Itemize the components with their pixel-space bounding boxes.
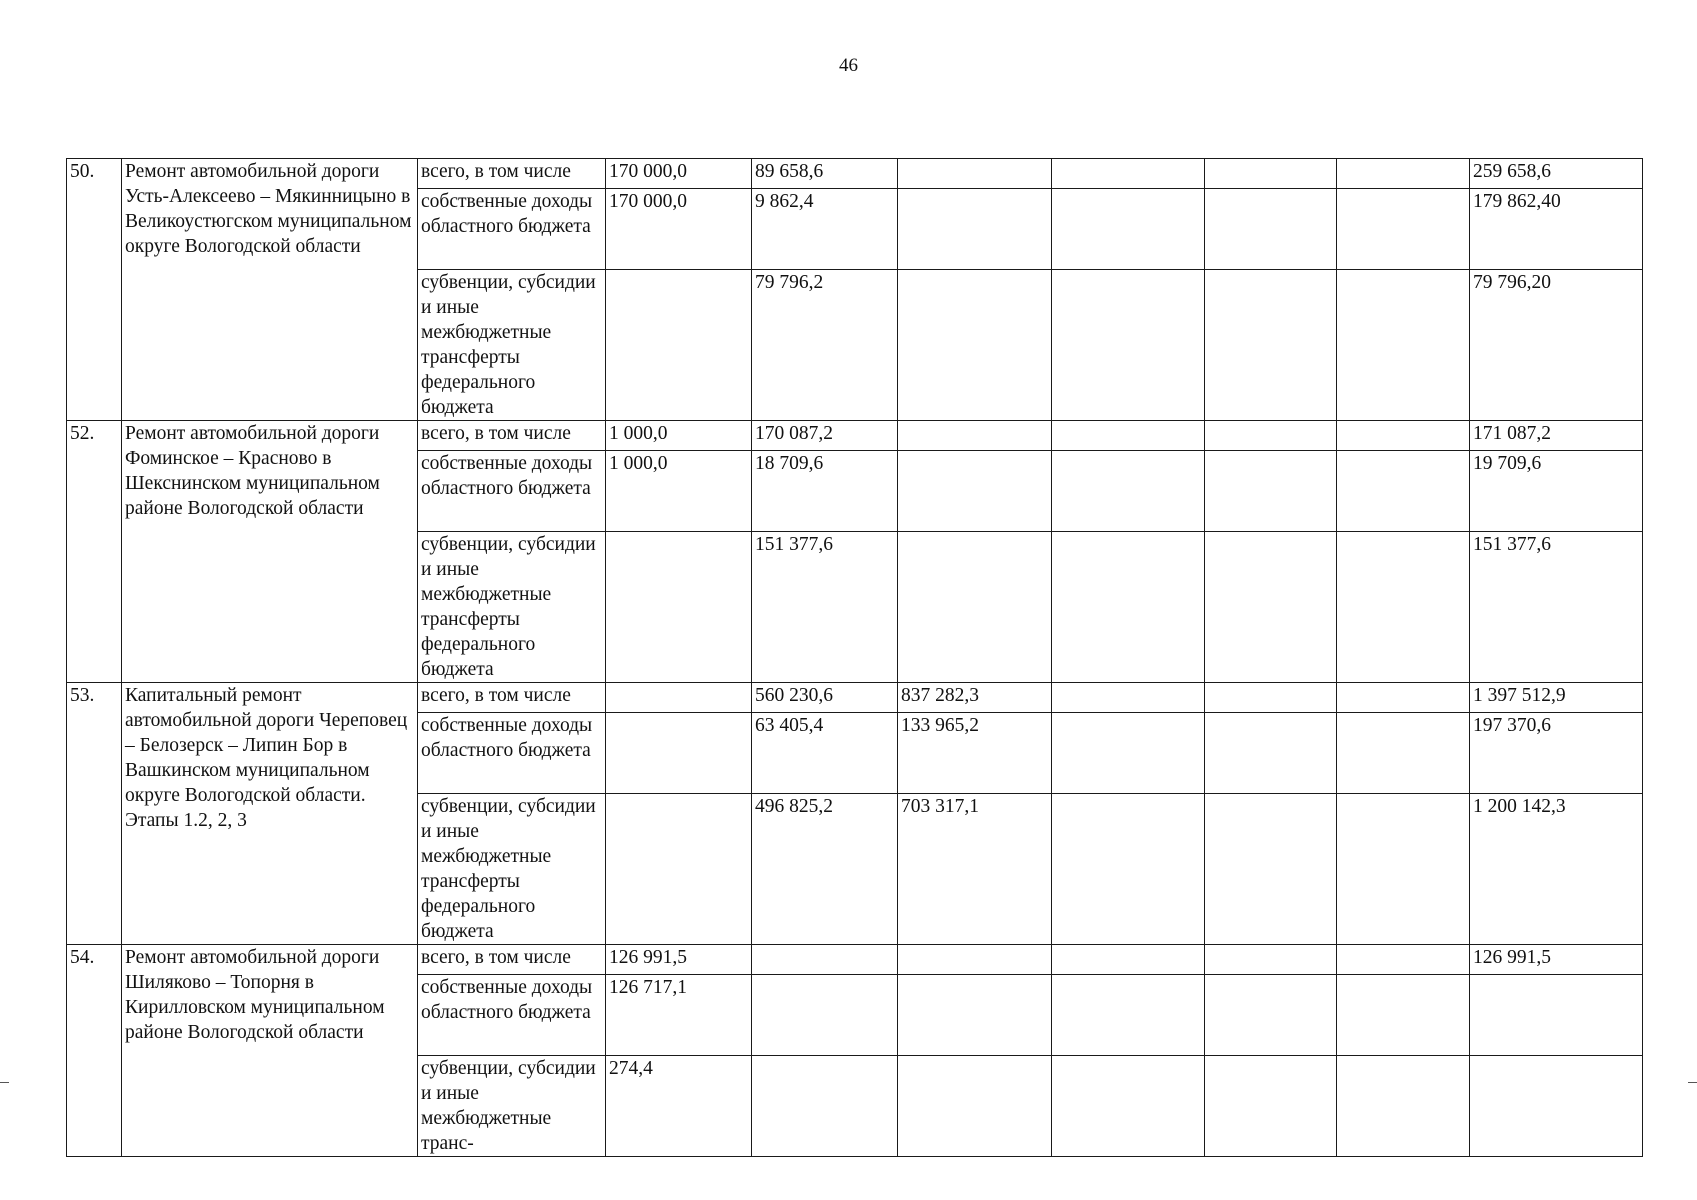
value-cell [1337,794,1470,945]
item-number: 53. [67,683,122,945]
value-cell: 18 709,6 [752,451,898,532]
value-cell: 837 282,3 [898,683,1052,713]
value-cell [1205,683,1337,713]
value-cell [898,532,1052,683]
value-cell [898,421,1052,451]
total-cell: 179 862,40 [1470,189,1643,270]
budget-table [66,158,1643,1157]
value-cell [1337,713,1470,794]
total-cell: 171 087,2 [1470,421,1643,451]
total-cell [1470,1056,1643,1157]
value-cell [752,1056,898,1157]
funding-source: всего, в том числе [418,945,606,975]
value-cell [1205,421,1337,451]
value-cell [1337,159,1470,189]
value-cell: 89 658,6 [752,159,898,189]
value-cell: 133 965,2 [898,713,1052,794]
total-cell: 1 200 142,3 [1470,794,1643,945]
value-cell [1337,451,1470,532]
table-body [67,159,1643,1157]
value-cell [898,1056,1052,1157]
item-name: Ремонт автомобильной дороги Фоминское – Красново в Шекснинском муниципальном районе Вологодской области [122,421,418,683]
value-cell: 79 796,2 [752,270,898,421]
value-cell [1052,159,1205,189]
value-cell [1205,270,1337,421]
value-cell [898,189,1052,270]
value-cell [1337,683,1470,713]
value-cell [1052,975,1205,1056]
value-cell: 126 991,5 [606,945,752,975]
funding-source: всего, в том числе [418,683,606,713]
value-cell [898,451,1052,532]
value-cell [898,945,1052,975]
value-cell [1052,451,1205,532]
value-cell [1052,189,1205,270]
value-cell: 126 717,1 [606,975,752,1056]
value-cell: 496 825,2 [752,794,898,945]
value-cell [898,270,1052,421]
value-cell [606,532,752,683]
total-cell [1470,975,1643,1056]
value-cell [1205,794,1337,945]
funding-source: собственные доходы областного бюджета [418,189,606,270]
value-cell: 560 230,6 [752,683,898,713]
total-cell: 259 658,6 [1470,159,1643,189]
value-cell [606,683,752,713]
item-number: 50. [67,159,122,421]
value-cell: 1 000,0 [606,451,752,532]
value-cell [1337,421,1470,451]
value-cell: 1 000,0 [606,421,752,451]
value-cell [1205,945,1337,975]
page-number: 46 [839,55,858,76]
funding-source: субвенции, субсидии и иные межбюджетные трансферты федерального бюджета [418,270,606,421]
funding-source: субвенции, субсидии и иные межбюджетные трансферты федерального бюджета [418,794,606,945]
funding-source: субвенции, субсидии и иные межбюджетные трансферты федерального бюджета [418,532,606,683]
value-cell: 9 862,4 [752,189,898,270]
value-cell: 170 087,2 [752,421,898,451]
funding-source: собственные доходы областного бюджета [418,975,606,1056]
value-cell: 170 000,0 [606,189,752,270]
total-cell: 197 370,6 [1470,713,1643,794]
value-cell [1052,421,1205,451]
value-cell [1205,975,1337,1056]
funding-source: собственные доходы областного бюджета [418,713,606,794]
value-cell [1052,683,1205,713]
value-cell [1052,713,1205,794]
value-cell [1052,532,1205,683]
value-cell [606,794,752,945]
item-number: 54. [67,945,122,1157]
total-cell: 126 991,5 [1470,945,1643,975]
value-cell [606,713,752,794]
table-row [67,159,1643,189]
value-cell: 63 405,4 [752,713,898,794]
value-cell [1052,270,1205,421]
value-cell [898,159,1052,189]
value-cell [1052,1056,1205,1157]
value-cell [1205,189,1337,270]
page-edge-mark-right [1688,1082,1697,1083]
value-cell [1205,713,1337,794]
value-cell [1052,945,1205,975]
value-cell [1205,532,1337,683]
funding-source: всего, в том числе [418,421,606,451]
value-cell [752,975,898,1056]
total-cell: 79 796,20 [1470,270,1643,421]
value-cell: 151 377,6 [752,532,898,683]
value-cell [1205,451,1337,532]
value-cell [1052,794,1205,945]
table-row [67,683,1643,713]
value-cell [606,270,752,421]
value-cell [1337,532,1470,683]
item-name: Капитальный ремонт автомобильной дороги Череповец – Белозерск – Липин Бор в Вашкинском муниципальном округе Вологодской области. Этапы 1.2, 2, 3 [122,683,418,945]
funding-source: собственные доходы областного бюджета [418,451,606,532]
funding-source: всего, в том числе [418,159,606,189]
value-cell [898,975,1052,1056]
total-cell: 1 397 512,9 [1470,683,1643,713]
value-cell [1337,1056,1470,1157]
value-cell [1337,975,1470,1056]
page-edge-mark-left [0,1082,9,1083]
value-cell [752,945,898,975]
value-cell: 703 317,1 [898,794,1052,945]
table-row [67,945,1643,975]
total-cell: 19 709,6 [1470,451,1643,532]
item-name: Ремонт автомобильной дороги Шиляково – Топорня в Кирилловском муниципальном районе Вологодской области [122,945,418,1157]
table-row [67,421,1643,451]
value-cell: 274,4 [606,1056,752,1157]
value-cell: 170 000,0 [606,159,752,189]
value-cell [1337,189,1470,270]
item-name: Ремонт автомобильной дороги Усть-Алексеево – Мякинницыно в Великоустюгском муниципальном округе Вологодской области [122,159,418,421]
funding-source: субвенции, субсидии и иные межбюджетные транс- [418,1056,606,1157]
item-number: 52. [67,421,122,683]
value-cell [1337,945,1470,975]
value-cell [1205,1056,1337,1157]
value-cell [1205,159,1337,189]
total-cell: 151 377,6 [1470,532,1643,683]
value-cell [1337,270,1470,421]
